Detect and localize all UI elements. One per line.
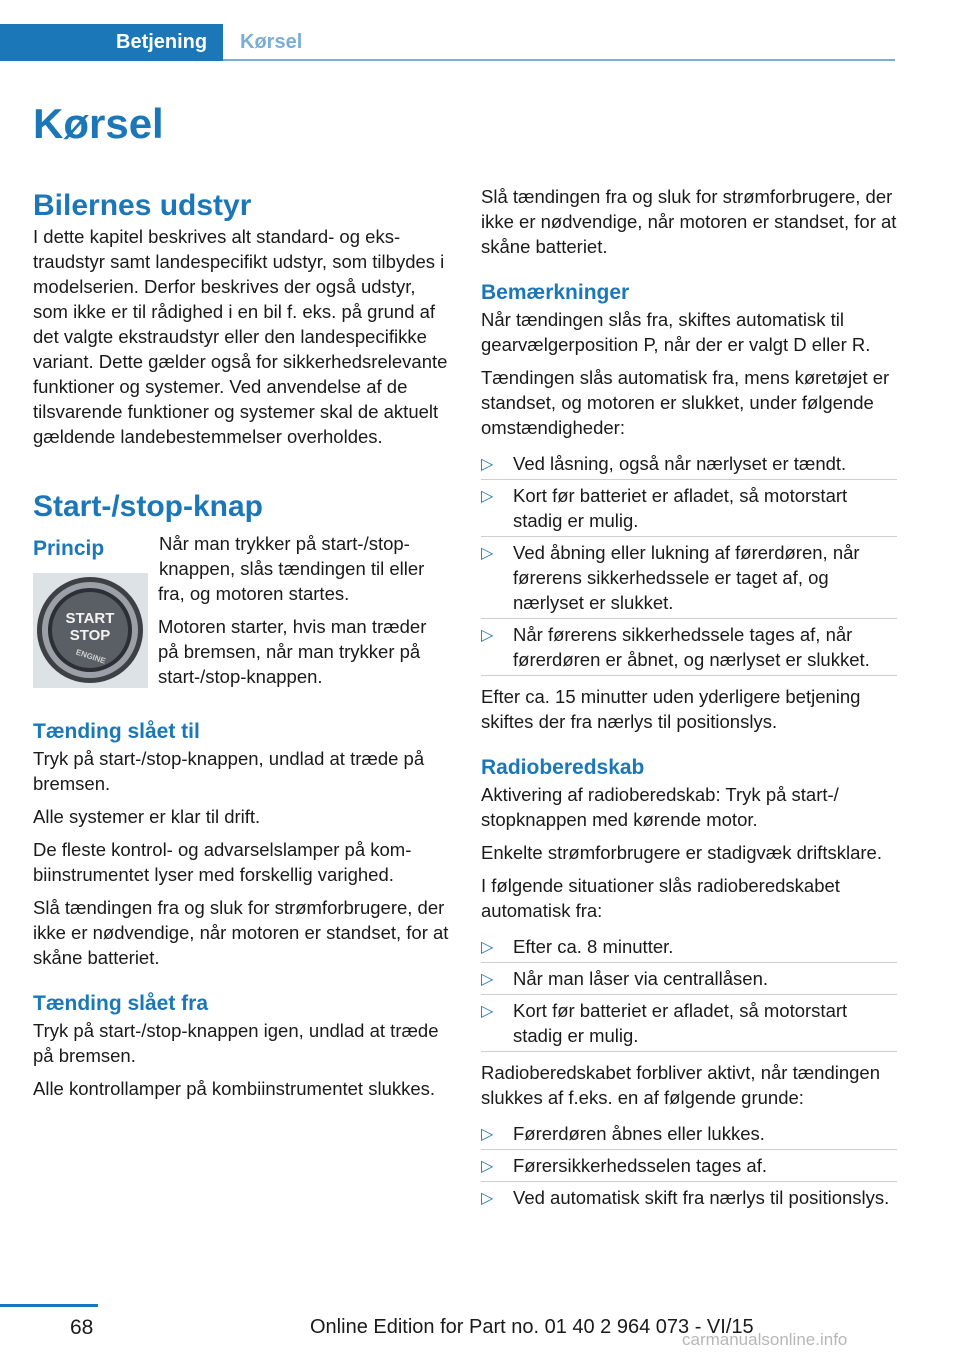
radio-list-1: [481, 931, 897, 1052]
list-item: ▷ Når man låser via centrallåsen.: [481, 963, 897, 995]
section-title-start-stop: Start-/stop-knap: [33, 490, 264, 523]
triangle-bullet-icon: ▷: [481, 545, 494, 562]
list-item: ▷ Ved låsning, også når nærlyset er tændt.: [481, 448, 897, 480]
taending-til-paragraph-1: Tryk på start-/stop-knappen, undlad at træde på bremsen.: [33, 748, 425, 794]
list-item: ▷ Når førerens sikkerhedssele tages af, når førerdøren er åbnet, og nærlyset er slukket.: [481, 619, 897, 676]
triangle-bullet-icon: ▷: [481, 939, 494, 956]
start-stop-button-image: [33, 573, 148, 688]
taending-til-paragraph-2: Alle systemer er klar til drift.: [33, 806, 261, 827]
triangle-bullet-icon: ▷: [481, 627, 494, 644]
bemaerkninger-list: [481, 448, 897, 676]
watermark: carmanualsonline.info: [682, 1330, 848, 1349]
right-column: [481, 184, 897, 1213]
triangle-bullet-icon: ▷: [481, 971, 494, 988]
triangle-bullet-icon: ▷: [481, 456, 494, 473]
start-stop-button-icon: [33, 573, 148, 688]
triangle-bullet-icon: ▷: [481, 1190, 494, 1207]
bemaerkninger-paragraph-3: Efter ca. 15 minutter uden yderligere betjening skiftes der fra nærlys til positionslys.: [481, 686, 861, 732]
radio-paragraph-4: Radioberedskabet forbliver aktivt, når tændingen slukkes af f.eks. en af følgende grunde:: [481, 1062, 881, 1108]
left-column: [33, 188, 449, 1101]
section-body-bilernes-udstyr: I dette kapitel beskrives alt standard- og ekstraudstyr samt landespecifikt udstyr, som tilbydes i modelserien. Derfor beskrives der også udstyr, som ikke er til rådighed i en bil f. eks. på grund af det valgte ekstraudstyr eller den landespecifikke variant. Dette gælder også for sikkerhedsrelevante funktioner og systemer. Ved anvendelse af de tilsvarende funktioner og systemer skal de aktuelt gældende landebestemmelser overholdes.: [33, 226, 448, 447]
right-top-paragraph: Slå tændingen fra og sluk for strømforbrugere, der ikke er nødvendige, når motoren er standset, for at skåne batteriet.: [481, 186, 897, 257]
tab-betjening-label: Betjening: [116, 31, 208, 53]
radio-paragraph-1: Aktivering af radioberedskab: Tryk på start-/ stopknappen med kørende motor.: [481, 784, 839, 830]
list-item: ▷ Førerdøren åbnes eller lukkes.: [481, 1118, 897, 1150]
header-divider: [223, 59, 895, 61]
triangle-bullet-icon: ▷: [481, 488, 494, 505]
list-item: ▷ Førersikkerhedsselen tages af.: [481, 1150, 897, 1182]
subsection-title-bemaerkninger: Bemærkninger: [481, 281, 630, 304]
subsection-title-taending-til: Tænding slået til: [33, 720, 200, 743]
taending-fra-paragraph-2: Alle kontrollamper på kombiinstrumentet slukkes.: [33, 1078, 436, 1099]
subsection-title-radioberedskab: Radioberedskab: [481, 756, 645, 779]
header-tabbar: [0, 24, 895, 61]
taending-fra-paragraph-1: Tryk på start-/stop-knappen igen, undlad at træde på bremsen.: [33, 1020, 439, 1066]
triangle-bullet-icon: ▷: [481, 1003, 494, 1020]
princip-paragraph-2: Motoren starter, hvis man træder på bremsen, når man trykker på start-/stop-knappen.: [158, 616, 427, 687]
list-item: ▷ Efter ca. 8 minutter.: [481, 931, 897, 963]
princip-paragraph-1: Når man trykker på start-/stop-knappen, slås tændingen til eller fra, og motoren startes.: [158, 535, 425, 604]
list-item: ▷ Kort før batteriet er afladet, så motorstart stadig er mulig.: [481, 995, 897, 1052]
taending-til-paragraph-4: Slå tændingen fra og sluk for strømforbrugere, der ikke er nødvendige, når motoren er standset, for at skåne batteriet.: [33, 897, 449, 968]
triangle-bullet-icon: ▷: [481, 1158, 494, 1175]
svg-text:ENGINE: ENGINE: [74, 647, 107, 666]
list-item: ▷ Ved åbning eller lukning af førerdøren, når førerens sikkerhedssele er taget af, og nærlyset er slukket.: [481, 537, 897, 619]
radio-paragraph-3: I følgende situationer slås radioberedskabet automatisk fra:: [481, 875, 840, 921]
svg-text:START: START: [65, 610, 115, 627]
page-number: 68: [70, 1316, 94, 1339]
edition-footer: Online Edition for Part no. 01 40 2 964 073 - VI/15: [310, 1316, 754, 1338]
radio-paragraph-2: Enkelte strømforbrugere er stadigvæk driftsklare.: [481, 842, 882, 863]
footer-accent-line: [0, 1304, 98, 1307]
bemaerkninger-paragraph-1: Når tændingen slås fra, skiftes automatisk til gearvælgerposition P, når der er valgt D eller R.: [481, 309, 871, 355]
subsection-title-princip: Princip: [33, 537, 105, 560]
svg-text:STOP: STOP: [69, 627, 111, 644]
subsection-title-taending-fra: Tænding slået fra: [33, 992, 209, 1015]
tab-korsel-label[interactable]: Kørsel: [240, 31, 303, 53]
section-title-bilernes-udstyr: Bilernes udstyr: [33, 189, 252, 222]
princip-block: [33, 535, 449, 692]
taending-til-paragraph-3: De fleste kontrol- og advarselslamper på kombiinstrumentet lyser med forskellig varighed.: [33, 839, 412, 885]
list-item: ▷ Kort før batteriet er afladet, så motorstart stadig er mulig.: [481, 480, 897, 537]
radio-list-2: [481, 1118, 897, 1213]
list-item: ▷ Ved automatisk skift fra nærlys til positionslys.: [481, 1182, 897, 1213]
bemaerkninger-paragraph-2: Tændingen slås automatisk fra, mens køretøjet er standset, og motoren er slukket, under følgende omstændigheder:: [481, 367, 890, 438]
triangle-bullet-icon: ▷: [481, 1126, 494, 1143]
page-title: Kørsel: [33, 100, 164, 147]
